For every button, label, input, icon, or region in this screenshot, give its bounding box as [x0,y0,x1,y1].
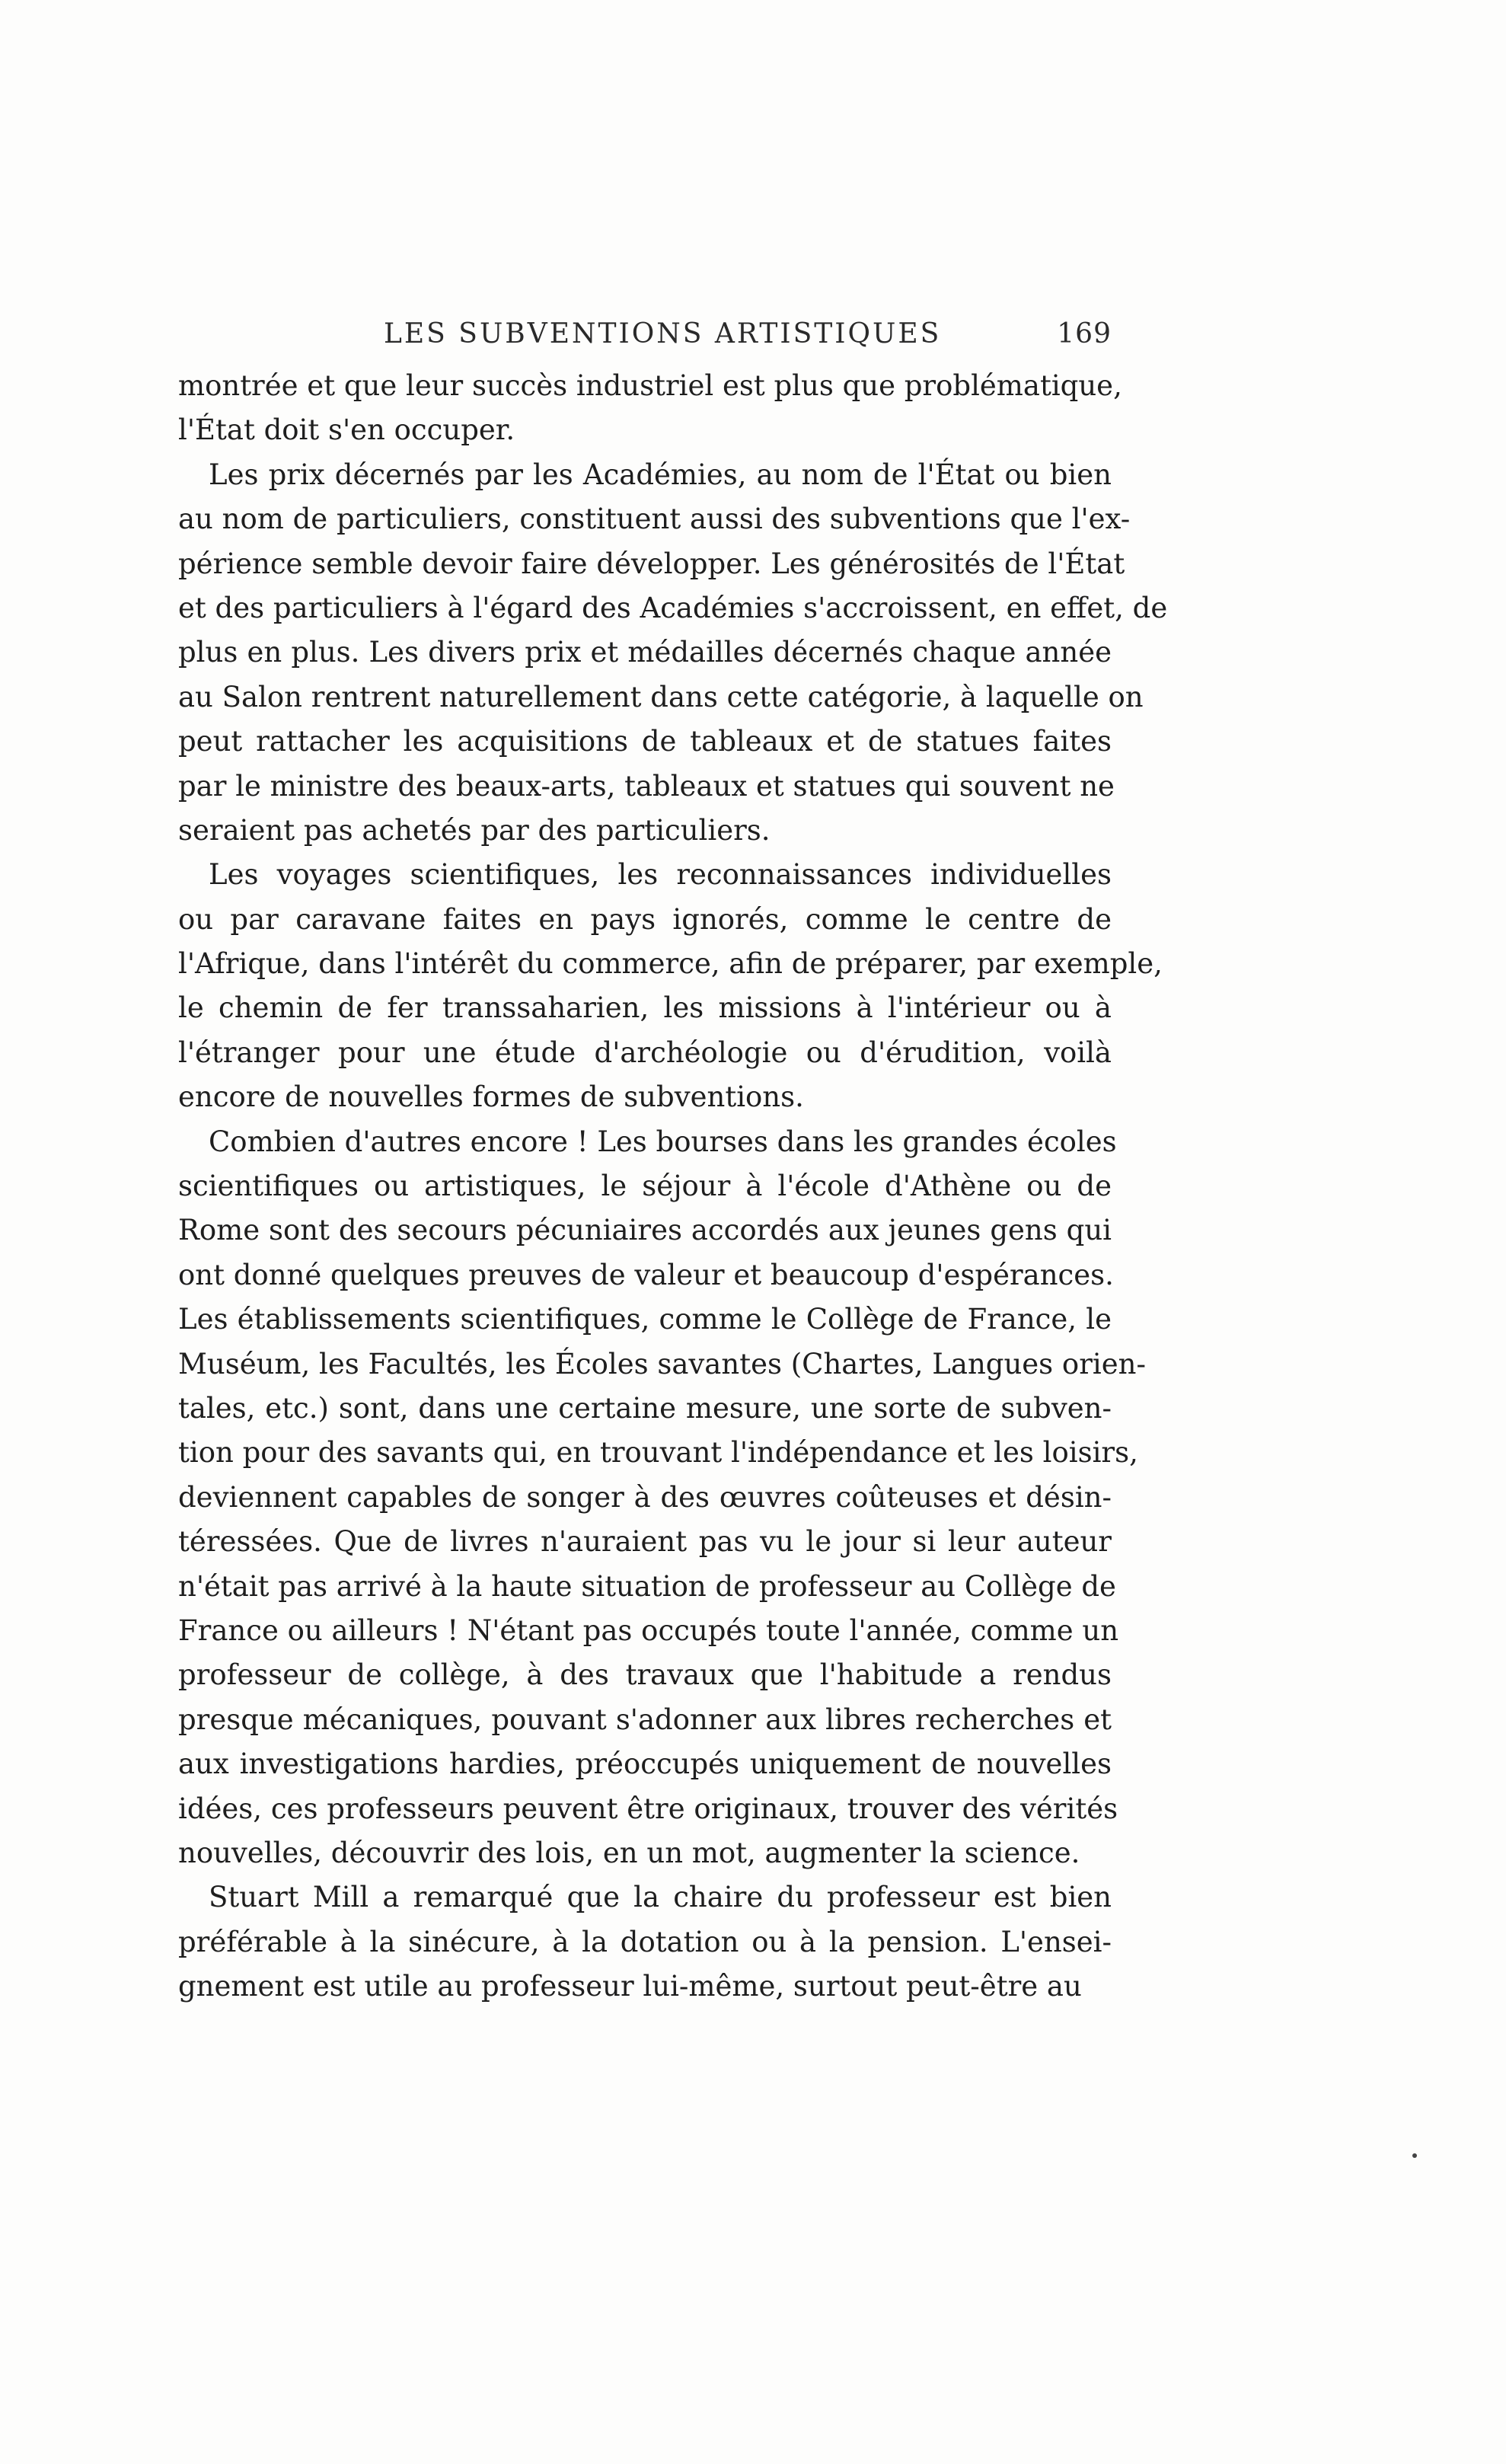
text-line: l'Afrique, dans l'intérêt du commerce, afin de préparer, par exemple, [178,947,1163,981]
text-line: gnement est utile au professeur lui-même, surtout peut-être au [178,1970,1082,2003]
text-line: l'étranger pour une étude d'archéologie ou d'érudition, voilà [178,1036,1112,1069]
print-speck [1412,2153,1417,2158]
text-line: Les prix décernés par les Académies, au nom de l'État ou bien [209,458,1112,491]
text-line: préférable à la sinécure, à la dotation ou à la pension. L'ensei- [178,1925,1112,1958]
text-line: ou par caravane faites en pays ignorés, comme le centre de [178,902,1112,936]
text-line: encore de nouvelles formes de subventions. [178,1080,804,1114]
text-line: périence semble devoir faire développer. Les générosités de l'État [178,547,1125,580]
text-line: tales, etc.) sont, dans une certaine mesure, une sorte de subven- [178,1391,1112,1425]
text-line: Les voyages scientifiques, les reconnaissances individuelles [209,858,1112,892]
text-line: téressées. Que de livres n'auraient pas vu le jour si leur auteur [178,1525,1112,1559]
text-line: par le ministre des beaux-arts, tableaux et statues qui souvent ne [178,769,1115,803]
text-line: et des particuliers à l'égard des Académies s'accroissent, en effet, de [178,591,1168,624]
text-line: n'était pas arrivé à la haute situation de professeur au Collège de [178,1569,1116,1603]
text-line: nouvelles, découvrir des lois, en un mot, augmenter la science. [178,1836,1080,1869]
text-line: peut rattacher les acquisitions de tableaux et de statues faites [178,725,1112,758]
text-line: Rome sont des secours pécuniaires accordés aux jeunes gens qui [178,1214,1112,1247]
text-line: deviennent capables de songer à des œuvres coûteuses et désin- [178,1480,1112,1514]
text-line: scientifiques ou artistiques, le séjour à l'école d'Athène ou de [178,1170,1112,1203]
text-line: ont donné quelques preuves de valeur et beaucoup d'espérances. [178,1258,1114,1291]
text-line: France ou ailleurs ! N'étant pas occupés toute l'année, comme un [178,1613,1119,1647]
text-line: Muséum, les Facultés, les Écoles savantes (Chartes, Langues orien- [178,1347,1146,1380]
text-line: Les établissements scientifiques, comme le Collège de France, le [178,1303,1112,1336]
text-line: au Salon rentrent naturellement dans cette catégorie, à laquelle on [178,680,1144,713]
page-number: 169 [1057,318,1112,349]
text-line: Stuart Mill a remarqué que la chaire du professeur est bien [209,1881,1112,1914]
text-line: seraient pas achetés par des particuliers. [178,813,771,847]
text-line: Combien d'autres encore ! Les bourses dans les grandes écoles [209,1125,1117,1158]
text-line: au nom de particuliers, constituent aussi des subventions que l'ex- [178,503,1131,536]
text-line: professeur de collège, à des travaux que l'habitude a rendus [178,1658,1112,1692]
text-line: plus en plus. Les divers prix et médailles décernés chaque année [178,636,1112,669]
text-line: presque mécaniques, pouvant s'adonner aux libres recherches et [178,1703,1112,1736]
text-body [178,364,1168,2009]
text-line: idées, ces professeurs peuvent être originaux, trouver des vérités [178,1792,1118,1825]
text-line: le chemin de fer transsaharien, les missions à l'intérieur ou à [178,991,1112,1025]
text-line: montrée et que leur succès industriel est plus que problématique, [178,369,1122,402]
text-line: l'État doit s'en occuper. [178,413,515,447]
running-head [178,312,1112,358]
running-title: LES SUBVENTIONS ARTISTIQUES [384,318,942,349]
text-line: aux investigations hardies, préoccupés uniquement de nouvelles [178,1747,1112,1781]
text-line: tion pour des savants qui, en trouvant l'indépendance et les loisirs, [178,1436,1138,1470]
